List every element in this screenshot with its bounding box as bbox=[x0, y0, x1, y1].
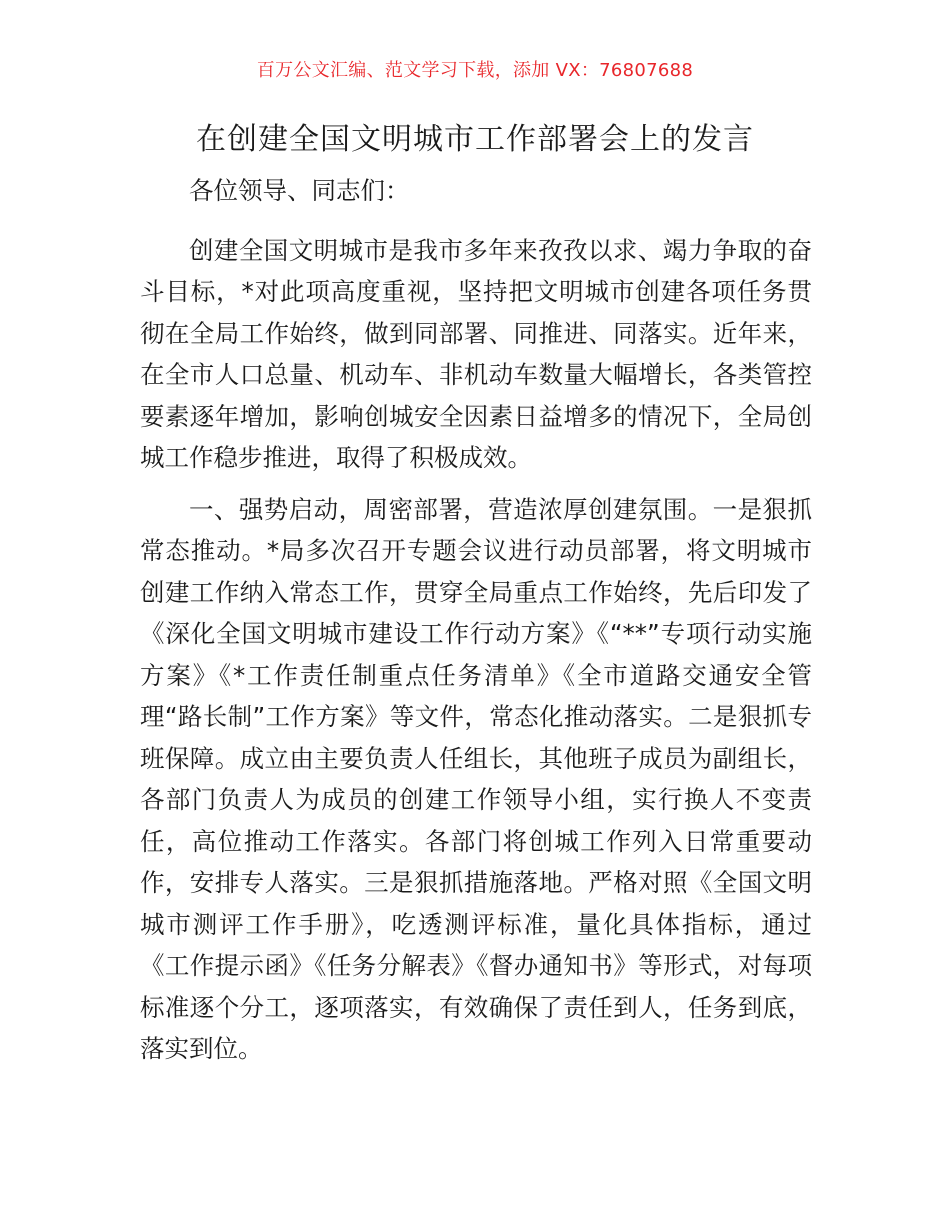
promo-banner: 百万公文汇编、范文学习下载，添加 VX：76807688 bbox=[256, 60, 694, 81]
document-body bbox=[140, 170, 812, 1080]
paragraph-intro: 创建全国文明城市是我市多年来孜孜以求、竭力争取的奋斗目标，*对此项高度重视，坚持把文明城市创建各项任务贯彻在全局工作始终，做到同部署、同推进、同落实。近年来，在全市人口总量、机动车、非机动车数量大幅增长，各类管控要素逐年增加，影响创城安全因素日益增多的情况下，全局创城工作稳步推进，取得了积极成效。 bbox=[140, 235, 812, 472]
document-title: 在创建全国文明城市工作部署会上的发言 bbox=[196, 122, 754, 157]
salutation: 各位领导、同志们： bbox=[189, 176, 410, 205]
paragraph-section-one: 一、强势启动，周密部署，营造浓厚创建氛围。一是狠抓常态推动。*局多次召开专题会议进行动员部署，将文明城市创建工作纳入常态工作，贯穿全局重点工作始终，先后印发了《深化全国文明城市建设工作行动方案》《“**”专项行动实施方案》《*工作责任制重点任务清单》《全市道路交通安全管理“路长制”工作方案》等文件，常态化推动落实。二是狠抓专班保障。成立由主要负责人任组长，其他班子成员为副组长，各部门负责人为成员的创建工作领导小组，实行换人不变责任，高位推动工作落实。各部门将创城工作列入日常重要动作，安排专人落实。三是狠抓措施落地。严格对照《全国文明城市测评工作手册》，吃透测评标准，量化具体指标，通过《工作提示函》《任务分解表》《督办通知书》等形式，对每项标准逐个分工，逐项落实，有效确保了责任到人，任务到底，落实到位。 bbox=[140, 494, 812, 1063]
